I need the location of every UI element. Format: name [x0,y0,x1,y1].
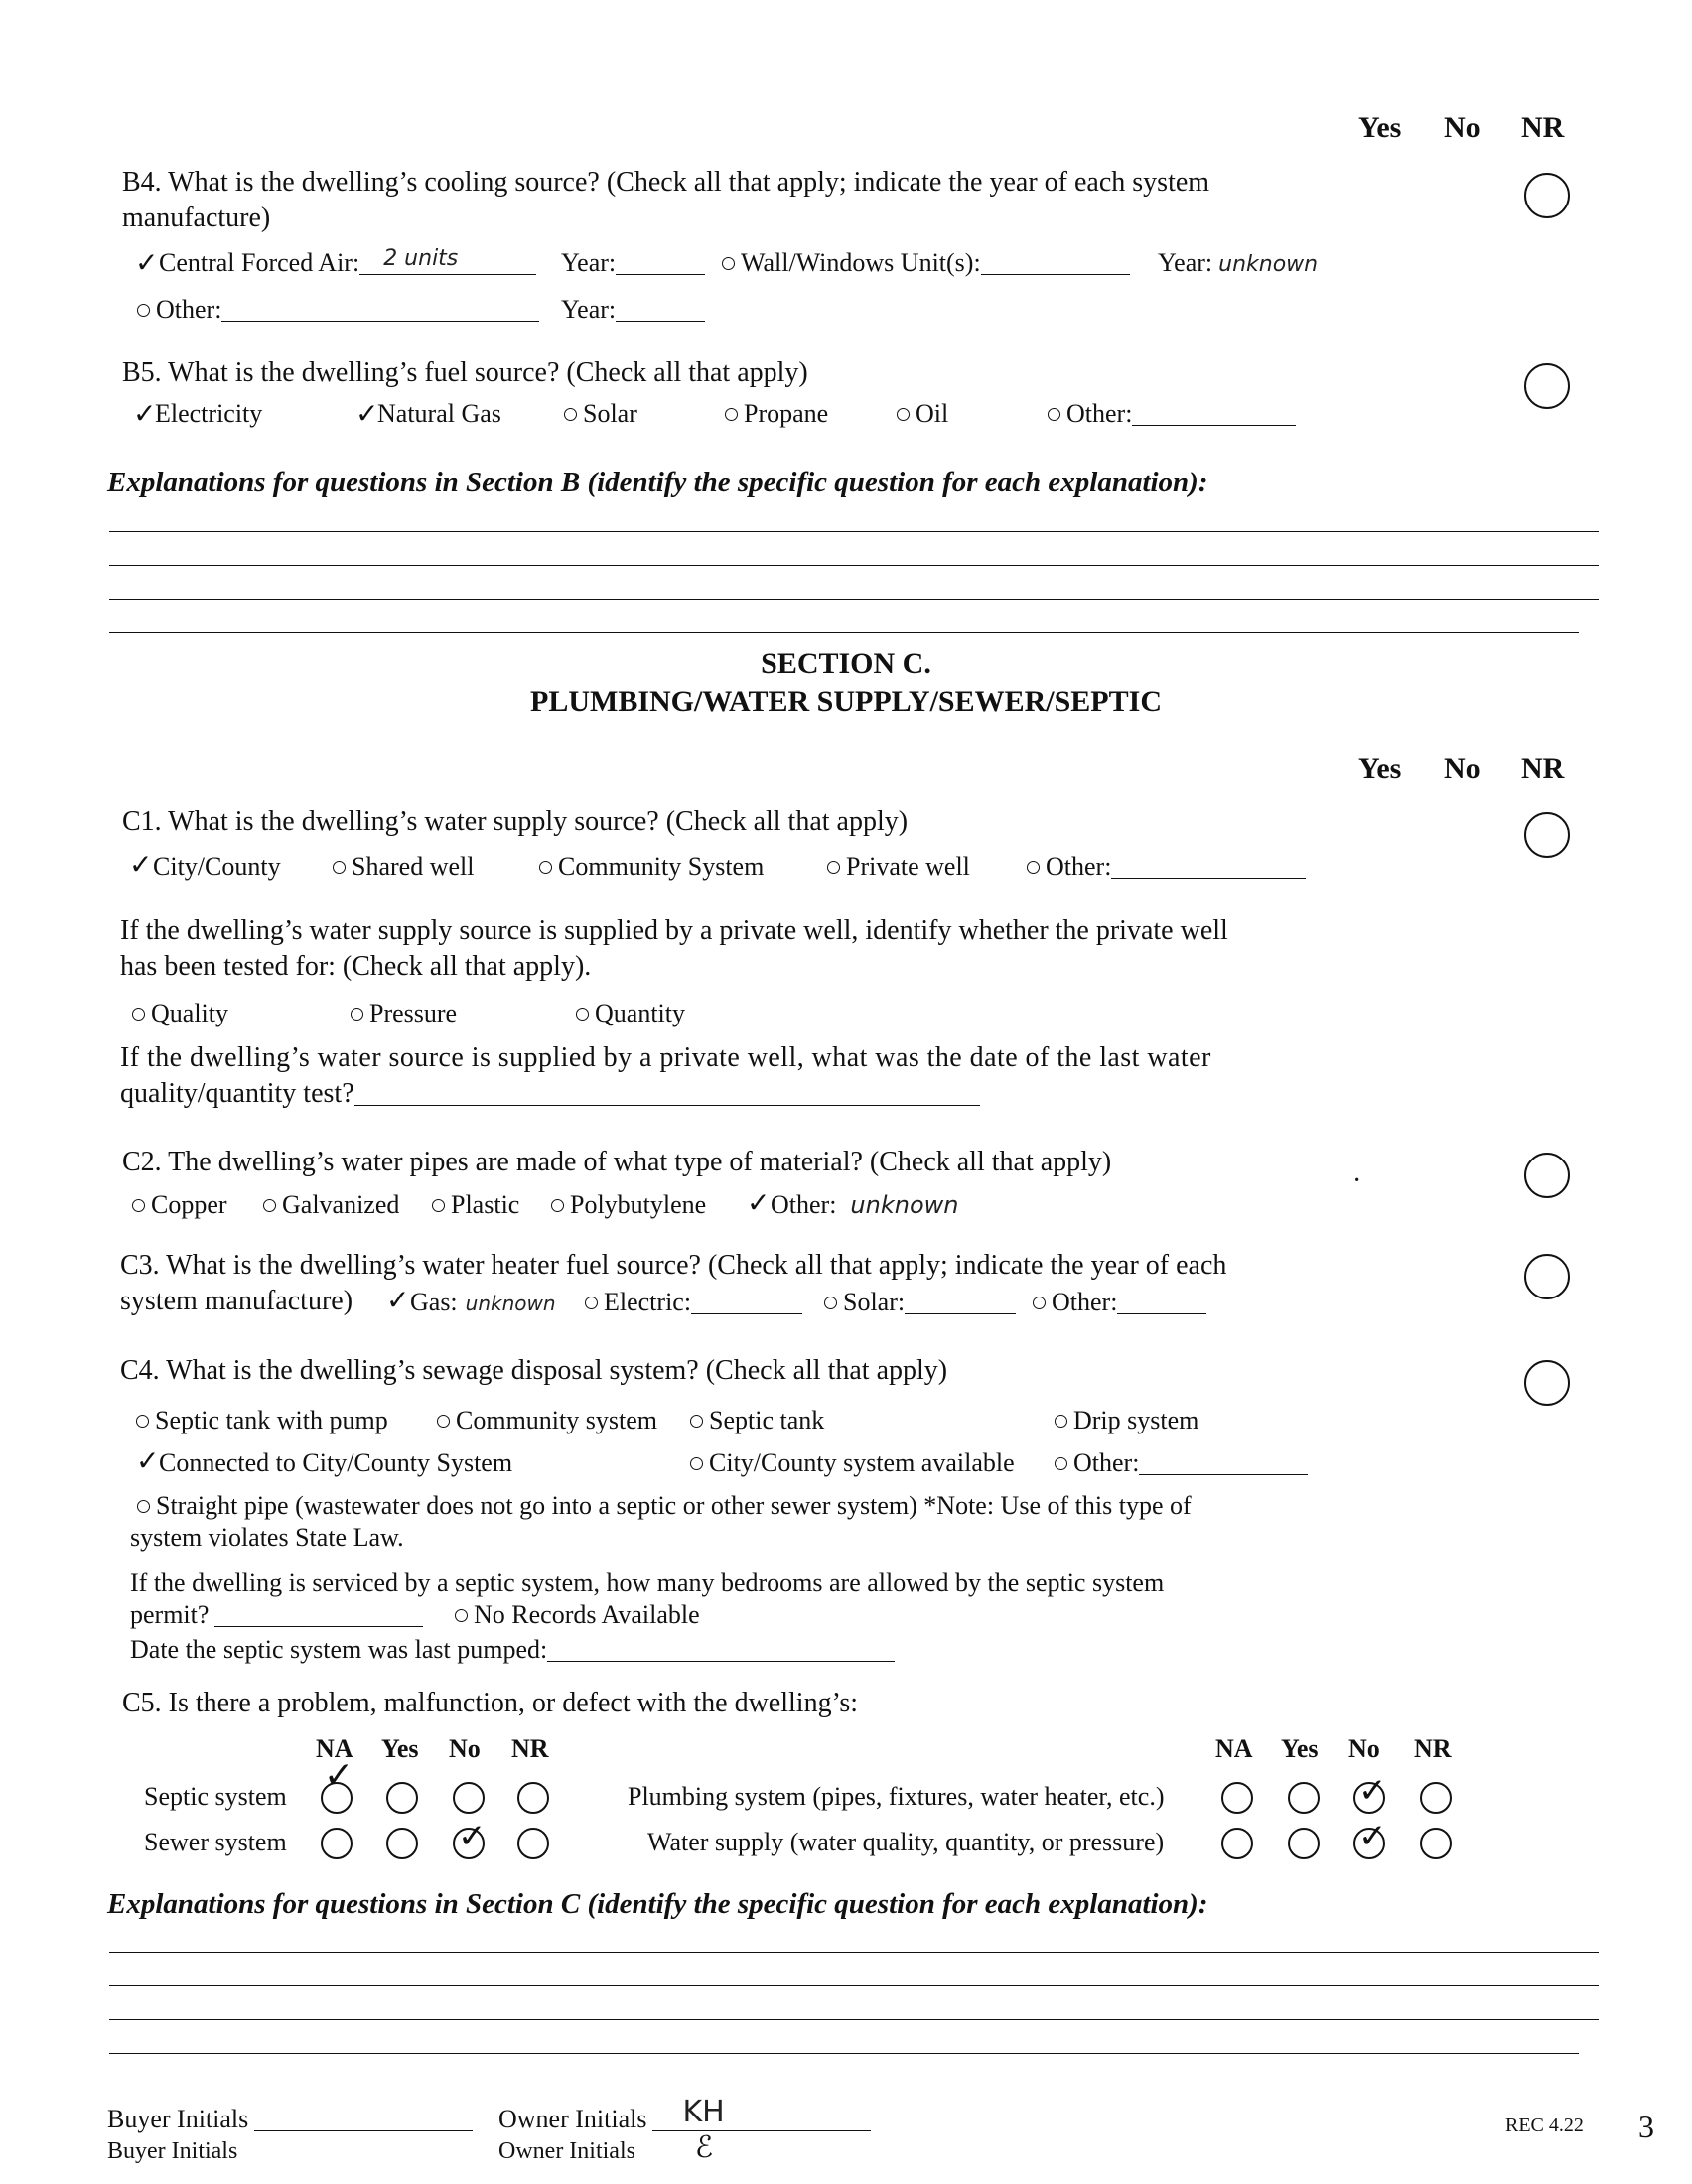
c2-dot: · [1352,1165,1362,1196]
owner-initials-field[interactable] [652,2095,871,2131]
c1-option-private-well[interactable] [827,852,970,882]
c2-option-polybutylene[interactable] [551,1190,706,1220]
c1-date-label: quality/quantity test? [120,1078,354,1109]
option-circle-icon [725,408,738,421]
c4-option-label: Septic tank [709,1406,825,1434]
c5-water-no-check-mark-icon: ✓ [1358,1817,1387,1856]
explain-b-line[interactable] [109,531,1599,532]
c2-option-galvanized[interactable] [263,1190,399,1220]
c2-option-label: Other: [771,1190,837,1219]
c1-date-field[interactable] [354,1083,980,1106]
c3-electric-label: Electric: [604,1288,692,1316]
c4-option-label: Other: [1073,1448,1140,1477]
option-circle-icon [263,1199,276,1212]
option-circle-icon [722,257,735,270]
b4-nr-circle[interactable] [1524,173,1570,218]
c1-test-quantity[interactable] [576,999,685,1028]
c4-option-label: Community system [456,1406,657,1434]
c5-left-header-no: No [449,1734,481,1763]
c1-test-label: Pressure [369,999,458,1027]
explain-b-line[interactable] [109,599,1599,600]
c4-option-label: Drip system [1073,1406,1199,1434]
c3-question: C3. What is the dwelling’s water heater fuel source? (Check all that apply; indicate the year of each [120,1250,1227,1281]
c4-no-records-label: No Records Available [474,1600,700,1629]
b4-central-label: Central Forced Air: [159,248,360,277]
b4-central-year[interactable] [561,248,705,278]
c4-option-community-system[interactable] [437,1406,657,1435]
owner-signature-icon: ℰ [695,2130,714,2165]
c4-pumped-label: Date the septic system was last pumped: [130,1635,548,1664]
c5-plumbing-yes[interactable] [1288,1782,1320,1814]
b4-other-label: Other: [156,295,222,324]
c5-right-header-yes: Yes [1281,1734,1319,1763]
c4-option-drip-system[interactable] [1055,1406,1198,1435]
c1-city-check-mark-icon: ✓ [129,848,153,881]
c4-pumped-field[interactable] [547,1639,895,1662]
b5-option-electricity[interactable] [155,399,262,429]
owner-initials [498,2095,871,2134]
b4-wall-year[interactable] [1158,248,1318,278]
option-circle-icon [564,408,577,421]
owner-initials-label: Owner Initials [498,2105,647,2133]
c3-option-solar[interactable] [824,1288,1016,1317]
c4-option-label: Septic tank with pump [155,1406,388,1434]
option-circle-icon [137,1500,150,1513]
option-circle-icon [437,1415,450,1428]
c5-water-yes[interactable] [1288,1828,1320,1859]
b5-option-label: Electricity [155,399,263,428]
c2-option-copper[interactable] [132,1190,227,1220]
c4-option-label: Connected to City/County System [159,1448,513,1477]
owner-initials-value: KH [682,2095,725,2129]
c2-option-label: Plastic [451,1190,520,1219]
option-circle-icon [1033,1297,1046,1309]
explain-b-line[interactable] [109,632,1579,633]
option-circle-icon [827,861,840,874]
c4-option-other[interactable] [1055,1448,1308,1478]
b4-wall-year-value: unknown [1218,252,1319,277]
col-header-yes: Yes [1358,111,1402,144]
explain-b-heading: Explanations for questions in Section B (identify the specific question for each explanation): [107,467,1208,498]
c3-option-other[interactable] [1033,1288,1206,1317]
c4-septic-question-cont [130,1600,423,1630]
c2-option-plastic[interactable] [432,1190,519,1220]
c5-right-header-na: NA [1215,1734,1253,1763]
b4-central-check-mark-icon: ✓ [135,246,159,279]
c1-date-question: If the dwelling’s water source is supplied by a private well, what was the date of the last water [120,1042,1211,1073]
c5-septic-yes[interactable] [386,1782,418,1814]
b5-option-natural-gas[interactable] [377,399,501,429]
b5-option-label: Oil [916,399,949,428]
c3-option-electric[interactable] [585,1288,802,1317]
c3-question-cont: system manufacture) [120,1286,353,1316]
b4-other-year-label: Year: [561,295,617,324]
c1-nr-circle[interactable] [1524,812,1570,858]
c3-solar-label: Solar: [843,1288,906,1316]
b5-question: B5. What is the dwelling’s fuel source? (Check all that apply) [122,357,808,388]
c2-option-label: Polybutylene [570,1190,707,1219]
option-circle-icon [690,1415,703,1428]
c5-septic-nr[interactable] [517,1782,549,1814]
b5-nr-circle[interactable] [1524,363,1570,409]
b4-question-cont: manufacture) [122,203,271,233]
explain-c-line[interactable] [109,1985,1599,1986]
b5-electricity-check-mark-icon: ✓ [133,397,157,430]
option-circle-icon [576,1008,589,1021]
c4-option-city-available[interactable] [690,1448,1015,1478]
option-circle-icon [1055,1415,1067,1428]
c1-option-label: Other: [1046,852,1112,881]
b4-question: B4. What is the dwelling’s cooling source? (Check all that apply; indicate the year of each system [122,167,1210,198]
c1-well-question-cont: has been tested for: (Check all that apply). [120,951,592,982]
c4-option-connected-city[interactable] [159,1448,512,1478]
c2-other-check-mark-icon: ✓ [747,1186,771,1219]
c4-permit-field[interactable] [214,1604,423,1627]
c4-option-septic-tank[interactable] [690,1406,824,1435]
b5-option-label: Propane [744,399,829,428]
c3-gas-label: Gas: [410,1288,458,1316]
b4-other[interactable] [137,295,539,325]
b5-option-solar[interactable] [564,399,637,429]
c5-water-na[interactable] [1221,1828,1253,1859]
c4-straight-pipe-cont: system violates State Law. [130,1523,404,1552]
c1-option-label: Shared well [352,852,475,881]
c1-question: C1. What is the dwelling’s water supply source? (Check all that apply) [122,806,909,837]
explain-c-line[interactable] [109,1952,1599,1953]
explain-b-line[interactable] [109,565,1599,566]
c1-date-question-cont [120,1078,980,1110]
b5-option-other[interactable] [1048,399,1296,429]
option-circle-icon [1048,408,1060,421]
c5-sewer-yes[interactable] [386,1828,418,1859]
b5-option-propane[interactable] [725,399,828,429]
explain-c-line[interactable] [109,2019,1599,2020]
b5-option-label: Natural Gas [377,399,501,428]
b4-wall-label: Wall/Windows Unit(s): [741,248,981,277]
c5-septic-no[interactable] [453,1782,485,1814]
c1-option-label: City/County [153,852,281,881]
c1-test-quality[interactable] [132,999,228,1028]
c5-septic-label: Septic system [144,1782,287,1811]
option-circle-icon [690,1457,703,1470]
option-circle-icon [132,1008,145,1021]
c5-sewer-no-check-mark-icon: ✓ [458,1817,487,1856]
b5-option-label: Other: [1066,399,1133,428]
c2-other-value: unknown [850,1191,959,1219]
b4-wall-units[interactable] [722,248,1130,278]
c5-right-header-no: No [1348,1734,1380,1763]
c1-option-shared-well[interactable] [333,852,474,882]
c1-test-label: Quantity [595,999,685,1027]
option-circle-icon [539,861,552,874]
c5-water-nr[interactable] [1420,1828,1452,1859]
option-circle-icon [1055,1457,1067,1470]
option-circle-icon [1027,861,1040,874]
option-circle-icon [351,1008,363,1021]
option-circle-icon [897,408,910,421]
option-circle-icon [137,304,150,317]
b5-option-oil[interactable] [897,399,948,429]
c5-sewer-na[interactable] [321,1828,352,1859]
option-circle-icon [432,1199,445,1212]
c4-permit-label: permit? [130,1600,210,1629]
b4-other-year[interactable] [561,295,705,325]
b4-wall-year-label: Year: [1158,248,1213,277]
c1-option-community-system[interactable] [539,852,764,882]
c2-nr-circle[interactable] [1524,1153,1570,1198]
c1-option-label: Community System [558,852,765,881]
c2-option-label: Copper [151,1190,227,1219]
c1-test-label: Quality [151,999,228,1027]
c4-option-septic-with-pump[interactable] [136,1406,388,1435]
explain-c-heading: Explanations for questions in Section C (identify the specific question for each explanation): [107,1888,1208,1920]
c3-option-gas[interactable] [410,1288,556,1317]
c5-sewer-nr[interactable] [517,1828,549,1859]
c3-gas-value: unknown [465,1292,556,1315]
section-c-title: SECTION C. [761,647,931,680]
c5-plumbing-na[interactable] [1221,1782,1253,1814]
option-circle-icon [824,1297,837,1309]
c4-septic-question: If the dwelling is serviced by a septic system, how many bedrooms are allowed by the septic system [130,1569,1165,1597]
c5-sewer-label: Sewer system [144,1828,287,1856]
c5-left-header-nr: NR [511,1734,549,1763]
c5-plumbing-no-check-mark-icon: ✓ [1358,1771,1387,1811]
buyer-initials-field[interactable] [254,2109,473,2131]
option-circle-icon [585,1297,598,1309]
col-header-nr: NR [1521,111,1565,144]
explain-c-line[interactable] [109,2053,1579,2054]
c1-option-label: Private well [846,852,970,881]
col-header-no: No [1444,111,1480,144]
b5-natural-gas-check-mark-icon: ✓ [355,397,379,430]
c5-left-header-na: NA [316,1734,353,1763]
c1-test-pressure[interactable] [351,999,457,1028]
option-circle-icon [333,861,346,874]
c5-septic-na-check-mark-icon: ✓ [324,1755,354,1796]
b4-central-forced-air[interactable] [159,248,536,278]
form-code: REC 4.22 [1505,2115,1584,2136]
c1-option-other[interactable] [1027,852,1306,882]
c4-option-no-records[interactable] [455,1600,700,1630]
buyer-initials [107,2105,473,2134]
b4-year-label: Year: [561,248,617,277]
c2-option-other[interactable] [771,1190,958,1220]
page-number: 3 [1638,2109,1654,2144]
c5-left-header-yes: Yes [381,1734,419,1763]
c1-option-city-county[interactable] [153,852,281,882]
c3-gas-check-mark-icon: ✓ [386,1284,410,1316]
option-circle-icon [132,1199,145,1212]
c5-water-supply-label: Water supply (water quality, quantity, or pressure) [647,1828,1165,1856]
c4-straight-pipe-label: Straight pipe (wastewater does not go into a septic or other sewer system) *Note: Use of this type of [156,1491,1192,1520]
col-header-no: No [1444,752,1480,785]
c3-nr-circle[interactable] [1524,1254,1570,1299]
buyer-initials-label: Buyer Initials [107,2105,249,2133]
b4-central-value: 2 units [383,246,459,271]
c5-plumbing-label: Plumbing system (pipes, fixtures, water heater, etc.) [628,1782,1165,1811]
c5-plumbing-nr[interactable] [1420,1782,1452,1814]
c3-other-label: Other: [1052,1288,1118,1316]
c1-well-question: If the dwelling’s water supply source is supplied by a private well, identify whether the private well [120,915,1228,946]
b5-option-label: Solar [583,399,637,428]
option-circle-icon [455,1609,468,1622]
c4-option-straight-pipe[interactable] [137,1491,1192,1521]
c5-question: C5. Is there a problem, malfunction, or defect with the dwelling’s: [122,1688,859,1718]
c2-question: C2. The dwelling’s water pipes are made of what type of material? (Check all that apply) [122,1147,1112,1177]
buyer-initials-2: Buyer Initials [107,2138,238,2164]
c4-question: C4. What is the dwelling’s sewage disposal system? (Check all that apply) [120,1355,948,1386]
c4-city-check-mark-icon: ✓ [136,1444,160,1477]
c4-option-label: City/County system available [709,1448,1015,1477]
col-header-yes: Yes [1358,752,1402,785]
c5-right-header-nr: NR [1414,1734,1452,1763]
col-header-nr: NR [1521,752,1565,785]
owner-initials-2: Owner Initials [498,2138,635,2164]
c2-option-label: Galvanized [282,1190,400,1219]
c4-nr-circle[interactable] [1524,1360,1570,1406]
section-c-subtitle: PLUMBING/WATER SUPPLY/SEWER/SEPTIC [530,685,1162,718]
option-circle-icon [136,1415,149,1428]
c4-pumped-question [130,1635,895,1665]
option-circle-icon [551,1199,564,1212]
